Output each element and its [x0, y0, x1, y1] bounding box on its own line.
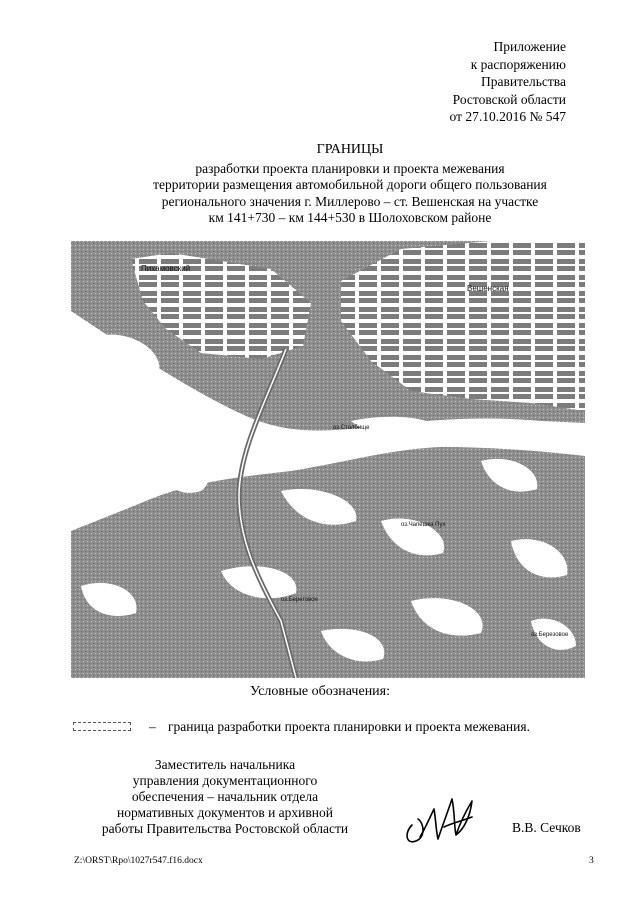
map-label-lake: оз.Столбище: [333, 425, 370, 431]
signer-position-line: Заместитель начальника: [154, 757, 296, 772]
legend-dash: –: [149, 719, 156, 734]
title-line: км 141+730 – км 144+530 в Шолоховском районе: [208, 210, 492, 226]
signer-position-line: управления документационного: [132, 773, 318, 788]
boundary-map: [71, 241, 585, 678]
footer-file-path: Z:\ORST\Rpo\1027r547.f16.docx: [74, 856, 203, 866]
signer-position-line: работы Правительства Ростовской области: [101, 821, 349, 836]
handwritten-signature: [400, 787, 480, 849]
title-line: регионального значения г. Миллерово – ст. Вешенская на участке: [161, 193, 539, 209]
appendix-line: Ростовской области: [452, 91, 566, 107]
map-label-lake: оз.Березовое: [531, 632, 569, 638]
signer-position-line: обеспечения – начальник отдела: [131, 789, 319, 804]
legend-heading: Условные обозначения:: [249, 684, 391, 699]
map-label-lake: оз.Береговое: [281, 597, 318, 603]
appendix-line: к распоряжению: [470, 56, 566, 72]
title-main: ГРАНИЦЫ: [316, 142, 384, 157]
appendix-line: Правительства: [481, 74, 566, 90]
map-label-village-right: Вешенская: [467, 284, 509, 293]
page-number: 3: [589, 856, 594, 866]
signer-name: В.В. Сечков: [512, 820, 581, 835]
appendix-line: Приложение: [493, 39, 566, 54]
legend-boundary-text: граница разработки проекта планировки и проекта межевания.: [168, 719, 530, 734]
map-label-lake: оз.Чапешка Пух: [401, 522, 446, 528]
signer-position-line: нормативных документов и архивной: [117, 805, 333, 820]
title-line: территории размещения автомобильной дороги общего пользования: [153, 177, 547, 193]
boundary-swatch: [73, 722, 131, 731]
document-title: [40, 142, 640, 227]
appendix-header: [366, 38, 566, 126]
title-line: разработки проекта планировки и проекта межевания: [195, 160, 505, 176]
legend-item-boundary: [73, 719, 593, 737]
signer-position: [90, 757, 360, 837]
map-label-village-left: Пихамовский: [141, 264, 191, 273]
appendix-line: от 27.10.2016 № 547: [449, 109, 566, 125]
